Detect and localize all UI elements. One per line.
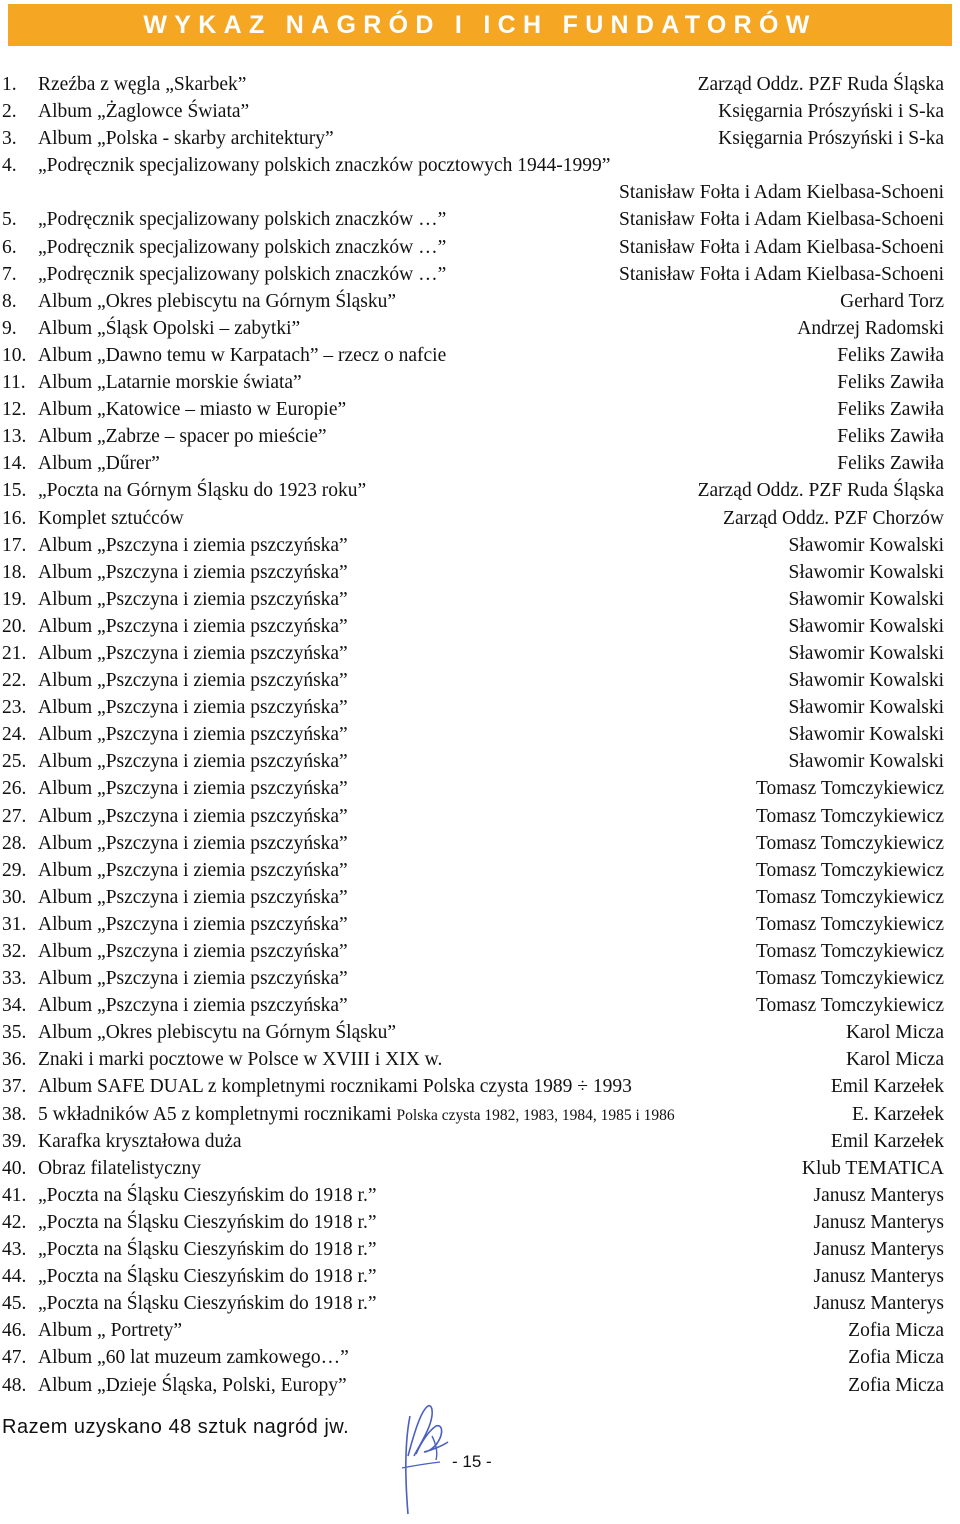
item-donor: Karol Micza (846, 1049, 944, 1071)
item-number: 31. (2, 913, 27, 935)
list-item (0, 830, 960, 857)
item-title (38, 1372, 347, 1399)
item-title-text: Album „Pszczyna i ziemia pszczyńska” (38, 561, 348, 583)
item-title (38, 125, 334, 152)
list-item (0, 1073, 960, 1100)
list-item (0, 586, 960, 613)
item-title-text: Album „Okres plebiscytu na Górnym Śląsku” (38, 1022, 396, 1044)
item-number: 33. (2, 968, 27, 990)
item-number: 4. (2, 155, 17, 177)
list-item (0, 775, 960, 802)
list-item (0, 559, 960, 586)
item-title (38, 1101, 675, 1129)
item-title-text: Album „Pszczyna i ziemia pszczyńska” (38, 588, 348, 610)
item-title-text: Album „Pszczyna i ziemia pszczyńska” (38, 941, 348, 962)
item-title-text: Album „Pszczyna i ziemia pszczyńska” (38, 805, 348, 827)
list-item (0, 694, 960, 721)
item-number: 19. (2, 588, 27, 610)
list-item (0, 1046, 960, 1073)
item-donor: Gerhard Torz (840, 290, 944, 312)
list-item (0, 1317, 960, 1344)
item-donor: Emil Karzełek (830, 1130, 944, 1152)
item-number: 36. (2, 1049, 27, 1071)
item-number: 11. (2, 372, 26, 394)
list-item (0, 803, 960, 830)
item-number: 10. (2, 344, 27, 366)
item-title (38, 884, 348, 911)
item-number: 29. (2, 859, 27, 881)
signature-image (392, 1396, 458, 1518)
item-title (38, 315, 300, 342)
item-number: 9. (2, 317, 17, 339)
item-title-text: Album „ Portrety” (38, 1320, 183, 1342)
item-title (38, 586, 348, 613)
item-title (38, 71, 246, 98)
item-title-text: „Poczta na Śląsku Cieszyńskim do 1918 r.” (38, 1239, 377, 1261)
item-title-text: Album „Pszczyna i ziemia pszczyńska” (38, 697, 348, 719)
item-number: 26. (2, 778, 27, 800)
item-title (38, 369, 302, 396)
item-donor: Stanisław Fołta i Adam Kielbasa-Schoeni (619, 236, 944, 258)
item-title (38, 911, 348, 938)
item-title (38, 1073, 632, 1100)
list-item (0, 965, 960, 992)
item-number: 18. (2, 561, 27, 583)
item-donor: Janusz Manterys (813, 1266, 944, 1288)
item-title-text: Obraz filatelistyczny (38, 1157, 201, 1179)
list-item (0, 98, 960, 125)
item-title-text: „Podręcznik specjalizowany polskich znaczków …” (38, 263, 447, 285)
item-title (38, 342, 446, 369)
item-title-text: „Podręcznik specjalizowany polskich znaczków pocztowych 1944-1999” (38, 155, 611, 177)
item-number: 48. (2, 1374, 27, 1396)
list-item (0, 1290, 960, 1317)
item-donor: Janusz Manterys (813, 1239, 944, 1261)
item-title-text: „Poczta na Śląsku Cieszyńskim do 1918 r.” (38, 1211, 377, 1233)
list-item (0, 857, 960, 884)
item-number: 20. (2, 615, 27, 637)
item-number: 37. (2, 1076, 27, 1098)
item-title-text: 5 wkładników A5 z kompletnymi rocznikami (38, 1103, 392, 1125)
item-donor: Janusz Manterys (813, 1184, 944, 1206)
item-title-text: Album „Pszczyna i ziemia pszczyńska” (38, 859, 348, 881)
item-title (38, 1128, 242, 1155)
item-title-text: Album „Dzieje Śląska, Polski, Europy” (38, 1374, 347, 1396)
page-number: - 15 - (452, 1452, 492, 1471)
item-number: 5. (2, 209, 17, 231)
item-title-text: Album „Okres plebiscytu na Górnym Śląsku” (38, 290, 396, 312)
item-donor: Sławomir Kowalski (788, 642, 944, 664)
item-title (38, 234, 446, 261)
item-donor: Stanisław Fołta i Adam Kielbasa-Schoeni (619, 263, 944, 285)
item-donor: Feliks Zawiła (837, 426, 944, 448)
item-donor: Tomasz Tomczykiewicz (755, 859, 944, 881)
item-number: 16. (2, 507, 27, 529)
item-donor: Tomasz Tomczykiewicz (755, 778, 944, 800)
item-donor: Feliks Zawiła (837, 453, 944, 475)
item-title-text: „Podręcznik specjalizowany polskich znaczków …” (38, 236, 447, 258)
item-number: 27. (2, 805, 27, 827)
item-title-text: Album „Żaglowce Świata” (38, 101, 250, 123)
item-title-text: Album „Polska - skarby architektury” (38, 128, 334, 150)
item-title-text: Album „Pszczyna i ziemia pszczyńska” (38, 615, 348, 637)
item-donor: Zarząd Oddz. PZF Chorzów (723, 507, 944, 529)
item-donor: Sławomir Kowalski (788, 670, 944, 692)
item-donor: Księgarnia Prószyński i S-ka (718, 128, 944, 150)
item-donor: Księgarnia Prószyński i S-ka (718, 101, 944, 123)
list-item (0, 1101, 960, 1128)
prize-list (0, 71, 960, 1399)
item-title-text: Komplet sztućców (38, 507, 184, 529)
item-title (38, 857, 348, 884)
item-title (38, 532, 348, 559)
item-donor: Feliks Zawiła (837, 372, 944, 394)
list-item (0, 884, 960, 911)
item-title-text: „Poczta na Górnym Śląsku do 1923 roku” (38, 480, 367, 502)
item-donor: Sławomir Kowalski (788, 751, 944, 773)
item-number: 46. (2, 1320, 27, 1342)
item-donor: Janusz Manterys (813, 1293, 944, 1315)
item-number: 3. (2, 128, 17, 150)
item-donor: Tomasz Tomczykiewicz (755, 886, 944, 908)
item-number: 41. (2, 1184, 27, 1206)
item-title (38, 613, 348, 640)
item-donor: Emil Karzełek (830, 1076, 944, 1098)
list-item (0, 505, 960, 532)
item-donor: Janusz Manterys (813, 1211, 944, 1233)
item-number: 38. (2, 1103, 27, 1125)
item-title (38, 1209, 377, 1236)
item-number: 30. (2, 886, 27, 908)
item-title-text: Album „Pszczyna i ziemia pszczyńska” (38, 995, 348, 1017)
item-number: 12. (2, 399, 27, 421)
list-item (0, 450, 960, 477)
item-title (38, 965, 348, 992)
item-number: 32. (2, 941, 27, 962)
item-number: 22. (2, 670, 27, 692)
item-number: 6. (2, 236, 17, 258)
item-donor: Zarząd Oddz. PZF Ruda Śląska (697, 480, 944, 502)
item-title (38, 721, 348, 748)
item-donor: Tomasz Tomczykiewicz (755, 805, 944, 827)
item-title (38, 1344, 349, 1371)
item-title (38, 640, 348, 667)
item-title-text: Album „Pszczyna i ziemia pszczyńska” (38, 886, 348, 908)
item-title-text: Znaki i marki pocztowe w Polsce w XVIII i XIX w. (38, 1049, 443, 1071)
item-number: 23. (2, 697, 27, 719)
list-item (0, 234, 960, 261)
list-item (0, 125, 960, 152)
item-title-text: „Poczta na Śląsku Cieszyńskim do 1918 r.” (38, 1266, 377, 1288)
item-number: 17. (2, 534, 27, 556)
list-item (0, 1344, 960, 1371)
item-donor: Sławomir Kowalski (788, 615, 944, 637)
item-title-text: „Podręcznik specjalizowany polskich znaczków …” (38, 209, 447, 231)
list-item (0, 1236, 960, 1263)
item-donor: Zarząd Oddz. PZF Ruda Śląska (697, 74, 944, 95)
item-title-text: Album „Pszczyna i ziemia pszczyńska” (38, 778, 348, 800)
item-donor: Tomasz Tomczykiewicz (755, 832, 944, 854)
item-title (38, 1263, 377, 1290)
item-title (38, 261, 446, 288)
item-title-small: Polska czysta 1982, 1983, 1984, 1985 i 1986 (396, 1106, 675, 1124)
item-number: 45. (2, 1293, 27, 1315)
item-title (38, 1290, 377, 1317)
item-donor: Feliks Zawiła (837, 399, 944, 421)
list-item (0, 1263, 960, 1290)
item-number: 35. (2, 1022, 27, 1044)
item-title-text: „Poczta na Śląsku Cieszyńskim do 1918 r.” (38, 1184, 377, 1206)
item-donor: Stanisław Fołta i Adam Kielbasa-Schoeni (619, 182, 944, 204)
item-title (38, 1236, 377, 1263)
item-donor: Zofia Micza (848, 1374, 944, 1396)
list-item (0, 938, 960, 965)
item-title (38, 450, 160, 477)
item-number: 40. (2, 1157, 27, 1179)
item-donor: Sławomir Kowalski (788, 534, 944, 556)
item-number: 28. (2, 832, 27, 854)
item-number: 34. (2, 995, 27, 1017)
item-donor: Feliks Zawiła (837, 344, 944, 366)
list-item (0, 748, 960, 775)
list-item (0, 152, 960, 206)
item-title (38, 396, 346, 423)
item-title-text: Album „Latarnie morskie świata” (38, 372, 302, 394)
item-title-text: Album SAFE DUAL z kompletnymi rocznikami Polska czysta 1989 ÷ 1993 (38, 1076, 632, 1098)
item-title-text: Album „Pszczyna i ziemia pszczyńska” (38, 832, 348, 854)
list-item (0, 206, 960, 233)
item-donor: Tomasz Tomczykiewicz (755, 968, 944, 990)
item-number: 42. (2, 1211, 27, 1233)
item-number: 13. (2, 426, 27, 448)
item-number: 14. (2, 453, 27, 475)
item-title-text: „Poczta na Śląsku Cieszyńskim do 1918 r.” (38, 1293, 377, 1315)
item-donor: Tomasz Tomczykiewicz (755, 913, 944, 935)
item-donor: Sławomir Kowalski (788, 724, 944, 746)
item-donor: Zofia Micza (848, 1347, 944, 1369)
item-donor: E. Karzełek (851, 1103, 944, 1125)
item-donor: Klub TEMATICA (801, 1157, 944, 1179)
title-banner (8, 4, 952, 46)
list-item (0, 315, 960, 342)
item-number: 24. (2, 724, 27, 746)
item-title (38, 423, 327, 450)
item-title (38, 1317, 182, 1344)
item-title (38, 803, 348, 830)
item-title (38, 992, 348, 1019)
item-title-text: Album „Dűrer” (38, 453, 160, 475)
item-title (38, 477, 366, 504)
list-item (0, 342, 960, 369)
item-title (38, 1155, 201, 1182)
list-item (0, 423, 960, 450)
item-title-text: Karafka kryształowa duża (38, 1130, 242, 1152)
list-item (0, 640, 960, 667)
list-item (0, 532, 960, 559)
list-item (0, 667, 960, 694)
item-title-text: Album „60 lat muzeum zamkowego…” (38, 1347, 349, 1369)
list-item (0, 396, 960, 423)
item-donor: Sławomir Kowalski (788, 588, 944, 610)
item-donor: Sławomir Kowalski (788, 561, 944, 583)
item-title-text: Album „Dawno temu w Karpatach” – rzecz o nafcie (38, 344, 447, 366)
item-title (38, 288, 396, 315)
item-number: 21. (2, 642, 27, 664)
list-item (0, 613, 960, 640)
item-title (38, 206, 446, 233)
item-title (38, 559, 348, 586)
item-number: 15. (2, 480, 27, 502)
item-title (38, 1046, 442, 1073)
item-title-text: Album „Śląsk Opolski – zabytki” (38, 317, 301, 339)
list-item (0, 71, 960, 98)
item-title (38, 505, 184, 532)
item-donor: Karol Micza (846, 1022, 944, 1044)
list-item (0, 369, 960, 396)
list-item (0, 992, 960, 1019)
item-title (38, 775, 348, 802)
item-number: 8. (2, 290, 17, 312)
item-title (38, 1019, 396, 1046)
list-item (0, 1019, 960, 1046)
item-donor: Stanisław Fołta i Adam Kielbasa-Schoeni (619, 209, 944, 231)
item-number: 2. (2, 101, 17, 123)
item-title (38, 1182, 377, 1209)
item-number: 43. (2, 1239, 27, 1261)
item-title-text: Album „Pszczyna i ziemia pszczyńska” (38, 534, 348, 556)
list-item (0, 1209, 960, 1236)
list-item (0, 1372, 960, 1399)
item-title-text: Album „Zabrze – spacer po mieście” (38, 426, 327, 448)
summary-text: Razem uzyskano 48 sztuk nagród jw. (2, 1416, 350, 1438)
item-donor: Andrzej Radomski (797, 317, 944, 339)
list-item (0, 1128, 960, 1155)
page-title: WYKAZ NAGRÓD I ICH FUNDATORÓW (143, 10, 817, 39)
list-item (0, 721, 960, 748)
item-title (38, 98, 249, 125)
list-item (0, 477, 960, 504)
list-item (0, 1182, 960, 1209)
item-title-text: Album „Pszczyna i ziemia pszczyńska” (38, 642, 348, 664)
item-title (38, 938, 348, 965)
list-item (0, 911, 960, 938)
item-number: 44. (2, 1266, 27, 1288)
item-number: 1. (2, 74, 17, 95)
item-donor: Sławomir Kowalski (788, 697, 944, 719)
item-title (38, 748, 348, 775)
item-title-text: Album „Pszczyna i ziemia pszczyńska” (38, 751, 348, 773)
item-title-text: Rzeźba z węgla „Skarbek” (38, 74, 247, 95)
list-item (0, 261, 960, 288)
item-title-text: Album „Pszczyna i ziemia pszczyńska” (38, 913, 348, 935)
item-title (38, 152, 610, 179)
item-title-text: Album „Katowice – miasto w Europie” (38, 399, 347, 421)
item-donor: Tomasz Tomczykiewicz (755, 995, 944, 1017)
item-number: 39. (2, 1130, 27, 1152)
item-title (38, 830, 348, 857)
list-item (0, 1155, 960, 1182)
item-title-text: Album „Pszczyna i ziemia pszczyńska” (38, 670, 348, 692)
item-donor: Zofia Micza (848, 1320, 944, 1342)
list-item (0, 288, 960, 315)
item-donor: Tomasz Tomczykiewicz (755, 941, 944, 962)
item-title-text: Album „Pszczyna i ziemia pszczyńska” (38, 968, 348, 990)
item-title-text: Album „Pszczyna i ziemia pszczyńska” (38, 724, 348, 746)
item-number: 47. (2, 1347, 27, 1369)
item-title (38, 667, 348, 694)
item-title (38, 694, 348, 721)
item-number: 7. (2, 263, 17, 285)
item-number: 25. (2, 751, 27, 773)
